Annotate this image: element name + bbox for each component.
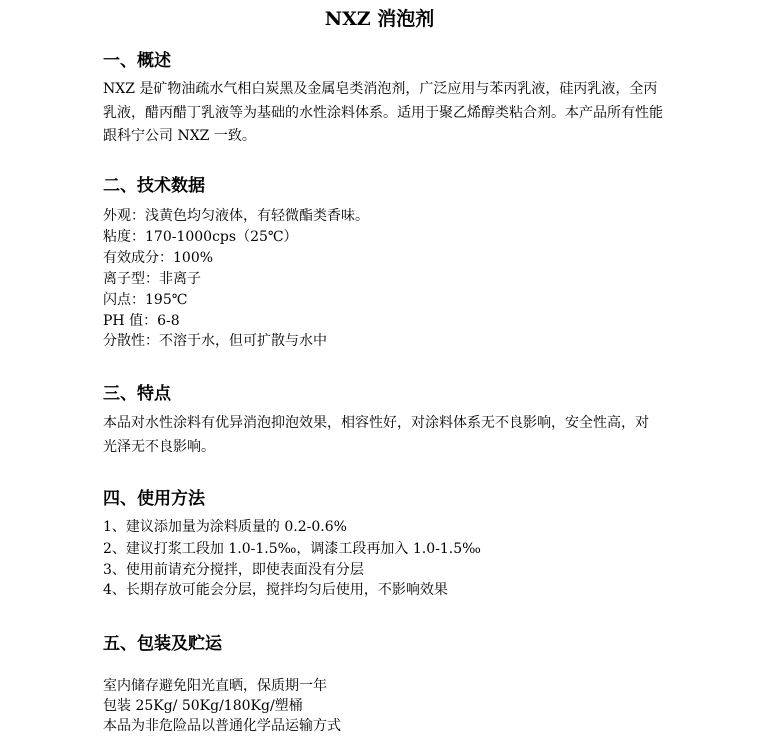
spec-appearance: 外观：浅黄色均匀液体，有轻微酯类香味。: [103, 208, 369, 224]
storage-note: 室内储存避免阳光直晒，保质期一年: [103, 678, 327, 694]
spec-ionic-type: 离子型：非离子: [103, 271, 201, 287]
section-heading-technical-data: 二、技术数据: [103, 176, 205, 196]
usage-step-4: 4、长期存放可能会分层，搅拌均匀后使用，不影响效果: [103, 582, 448, 598]
spec-active-content: 有效成分：100%: [103, 250, 214, 266]
spec-ph-value: PH 值：6-8: [103, 313, 180, 329]
section-heading-packaging: 五、包装及贮运: [103, 634, 222, 654]
spec-flash-point: 闪点：195℃: [103, 292, 188, 308]
packaging-info: 包装 25Kg/ 50Kg/180Kg/塑桶: [103, 698, 303, 714]
transport-note: 本品为非危险品以普通化学品运输方式: [103, 718, 341, 734]
spec-viscosity: 粘度：170-1000cps（25℃）: [103, 229, 298, 245]
overview-paragraph: NXZ 是矿物油疏水气相白炭黑及金属皂类消泡剂，广泛应用与苯丙乳液，硅丙乳液，全丙乳液，醋丙醋丁乳液等为基础的水性涂料体系。适用于聚乙烯醇类粘合剂。本产品所有性能跟科宁公司 NXZ 一致。: [103, 81, 663, 144]
section-heading-overview: 一、概述: [103, 51, 171, 71]
features-paragraph: 本品对水性涂料有优异消泡抑泡效果，相容性好，对涂料体系无不良影响，安全性高，对光泽无不良影响。: [103, 415, 649, 455]
section-heading-features: 三、特点: [103, 384, 171, 404]
spec-dispersibility: 分散性：不溶于水，但可扩散与水中: [103, 333, 327, 349]
usage-step-1: 1、建议添加量为涂料质量的 0.2-0.6%: [103, 519, 347, 535]
usage-step-2: 2、建议打浆工段加 1.0-1.5‰，调漆工段再加入 1.0-1.5‰: [103, 541, 481, 557]
section-heading-usage: 四、使用方法: [103, 489, 205, 509]
document-title: NXZ 消泡剂: [324, 8, 435, 30]
usage-step-3: 3、使用前请充分搅拌，即使表面没有分层: [103, 562, 364, 578]
